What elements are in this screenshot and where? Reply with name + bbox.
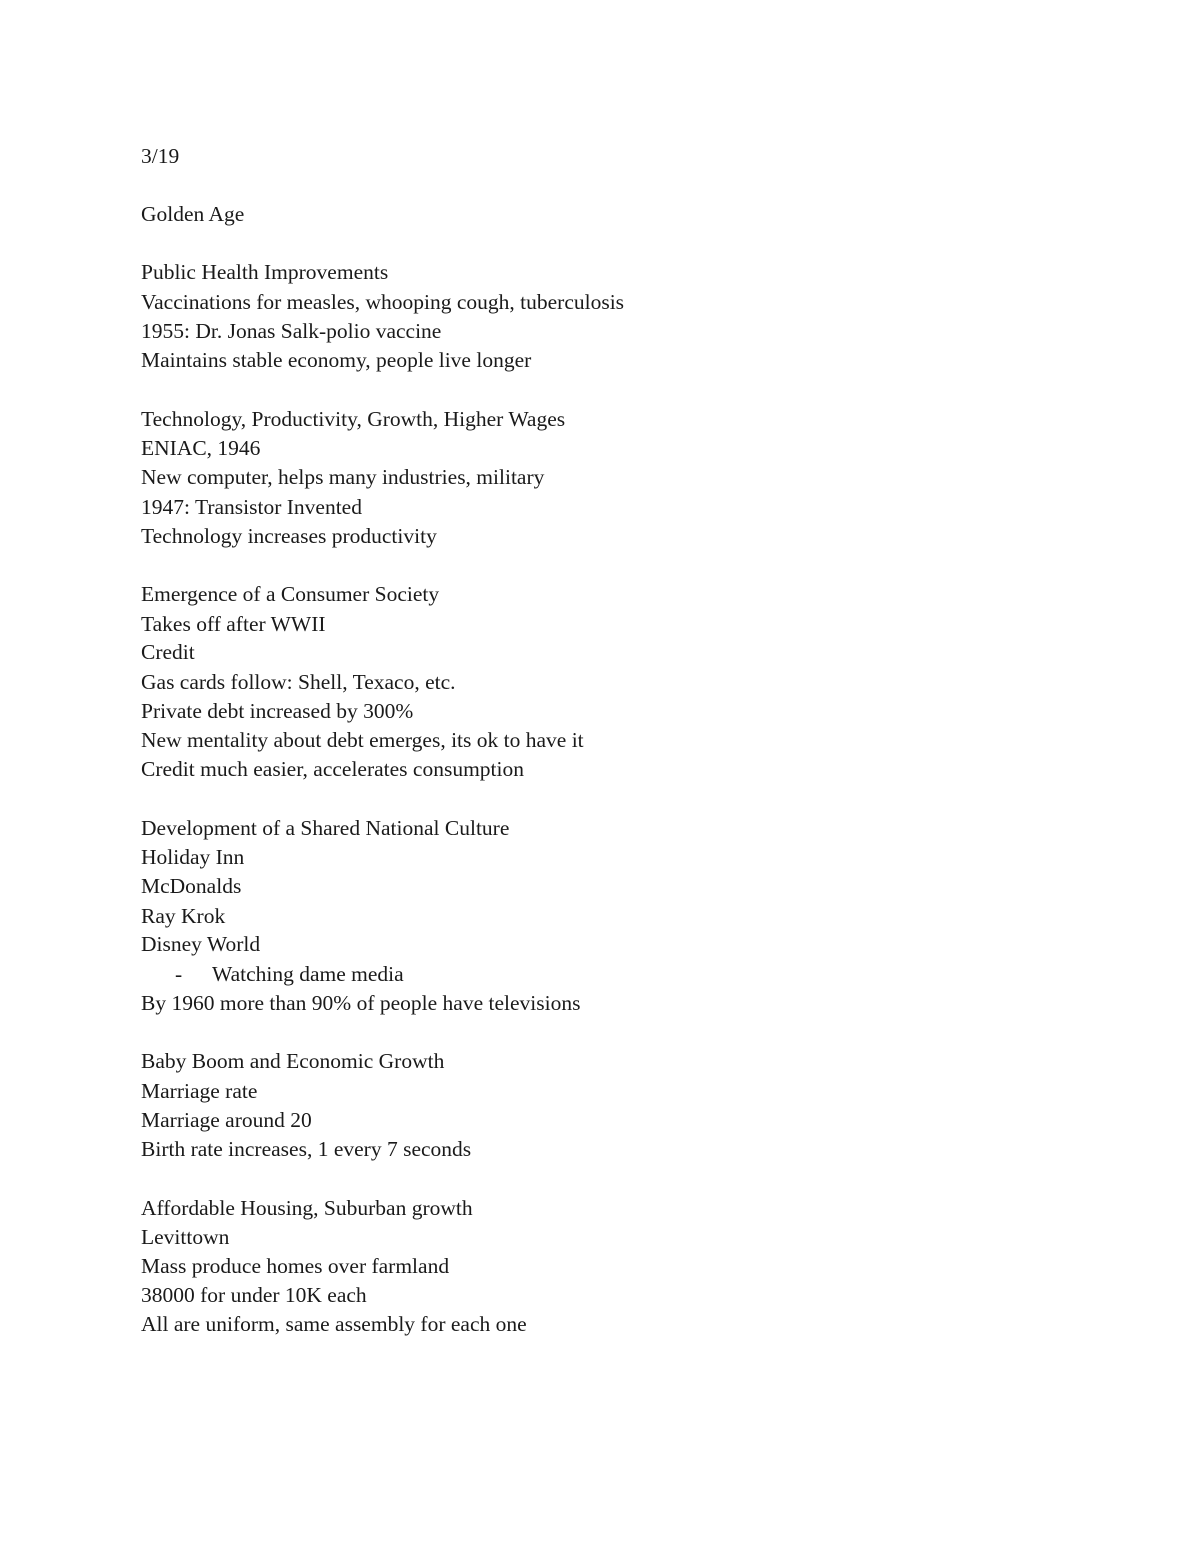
bullet-item: Watching dame media [212, 962, 404, 986]
note-line: Birth rate increases, 1 every 7 seconds [141, 1137, 472, 1161]
section-heading: Affordable Housing, Suburban growth [141, 1196, 473, 1220]
note-line: 1947: Transistor Invented [141, 495, 362, 519]
note-line: New computer, helps many industries, military [141, 465, 545, 489]
note-line: 38000 for under 10K each [141, 1283, 367, 1307]
note-line: Vaccinations for measles, whooping cough, tuberculosis [141, 290, 625, 314]
note-title: Golden Age [141, 202, 245, 226]
note-line: Mass produce homes over farmland [141, 1254, 450, 1278]
note-line: By 1960 more than 90% of people have televisions [141, 991, 581, 1015]
note-line: All are uniform, same assembly for each one [141, 1312, 527, 1336]
note-line: Gas cards follow: Shell, Texaco, etc. [141, 670, 456, 694]
section-heading: Development of a Shared National Culture [141, 816, 510, 840]
section-heading: Public Health Improvements [141, 260, 389, 284]
note-line: Levittown [141, 1225, 230, 1249]
note-line: Ray Krok [141, 904, 226, 928]
note-line: New mentality about debt emerges, its ok to have it [141, 728, 584, 752]
note-line: 1955: Dr. Jonas Salk-polio vaccine [141, 319, 442, 343]
section-heading: Emergence of a Consumer Society [141, 582, 440, 606]
note-line: Maintains stable economy, people live longer [141, 348, 532, 372]
note-line: Disney World [141, 932, 261, 956]
note-line: Holiday Inn [141, 845, 245, 869]
note-line: Marriage rate [141, 1079, 258, 1103]
bullet-marker: - [175, 962, 183, 986]
note-line: Technology increases productivity [141, 524, 437, 548]
section-heading: Baby Boom and Economic Growth [141, 1049, 445, 1073]
note-line: Marriage around 20 [141, 1108, 312, 1132]
note-line: Credit [141, 640, 195, 664]
note-line: ENIAC, 1946 [141, 436, 261, 460]
note-line: Private debt increased by 300% [141, 699, 414, 723]
note-line: Credit much easier, accelerates consumption [141, 757, 525, 781]
note-line: Takes off after WWII [141, 612, 326, 636]
note-date: 3/19 [141, 144, 180, 168]
section-heading: Technology, Productivity, Growth, Higher Wages [141, 407, 566, 431]
note-line: McDonalds [141, 874, 242, 898]
